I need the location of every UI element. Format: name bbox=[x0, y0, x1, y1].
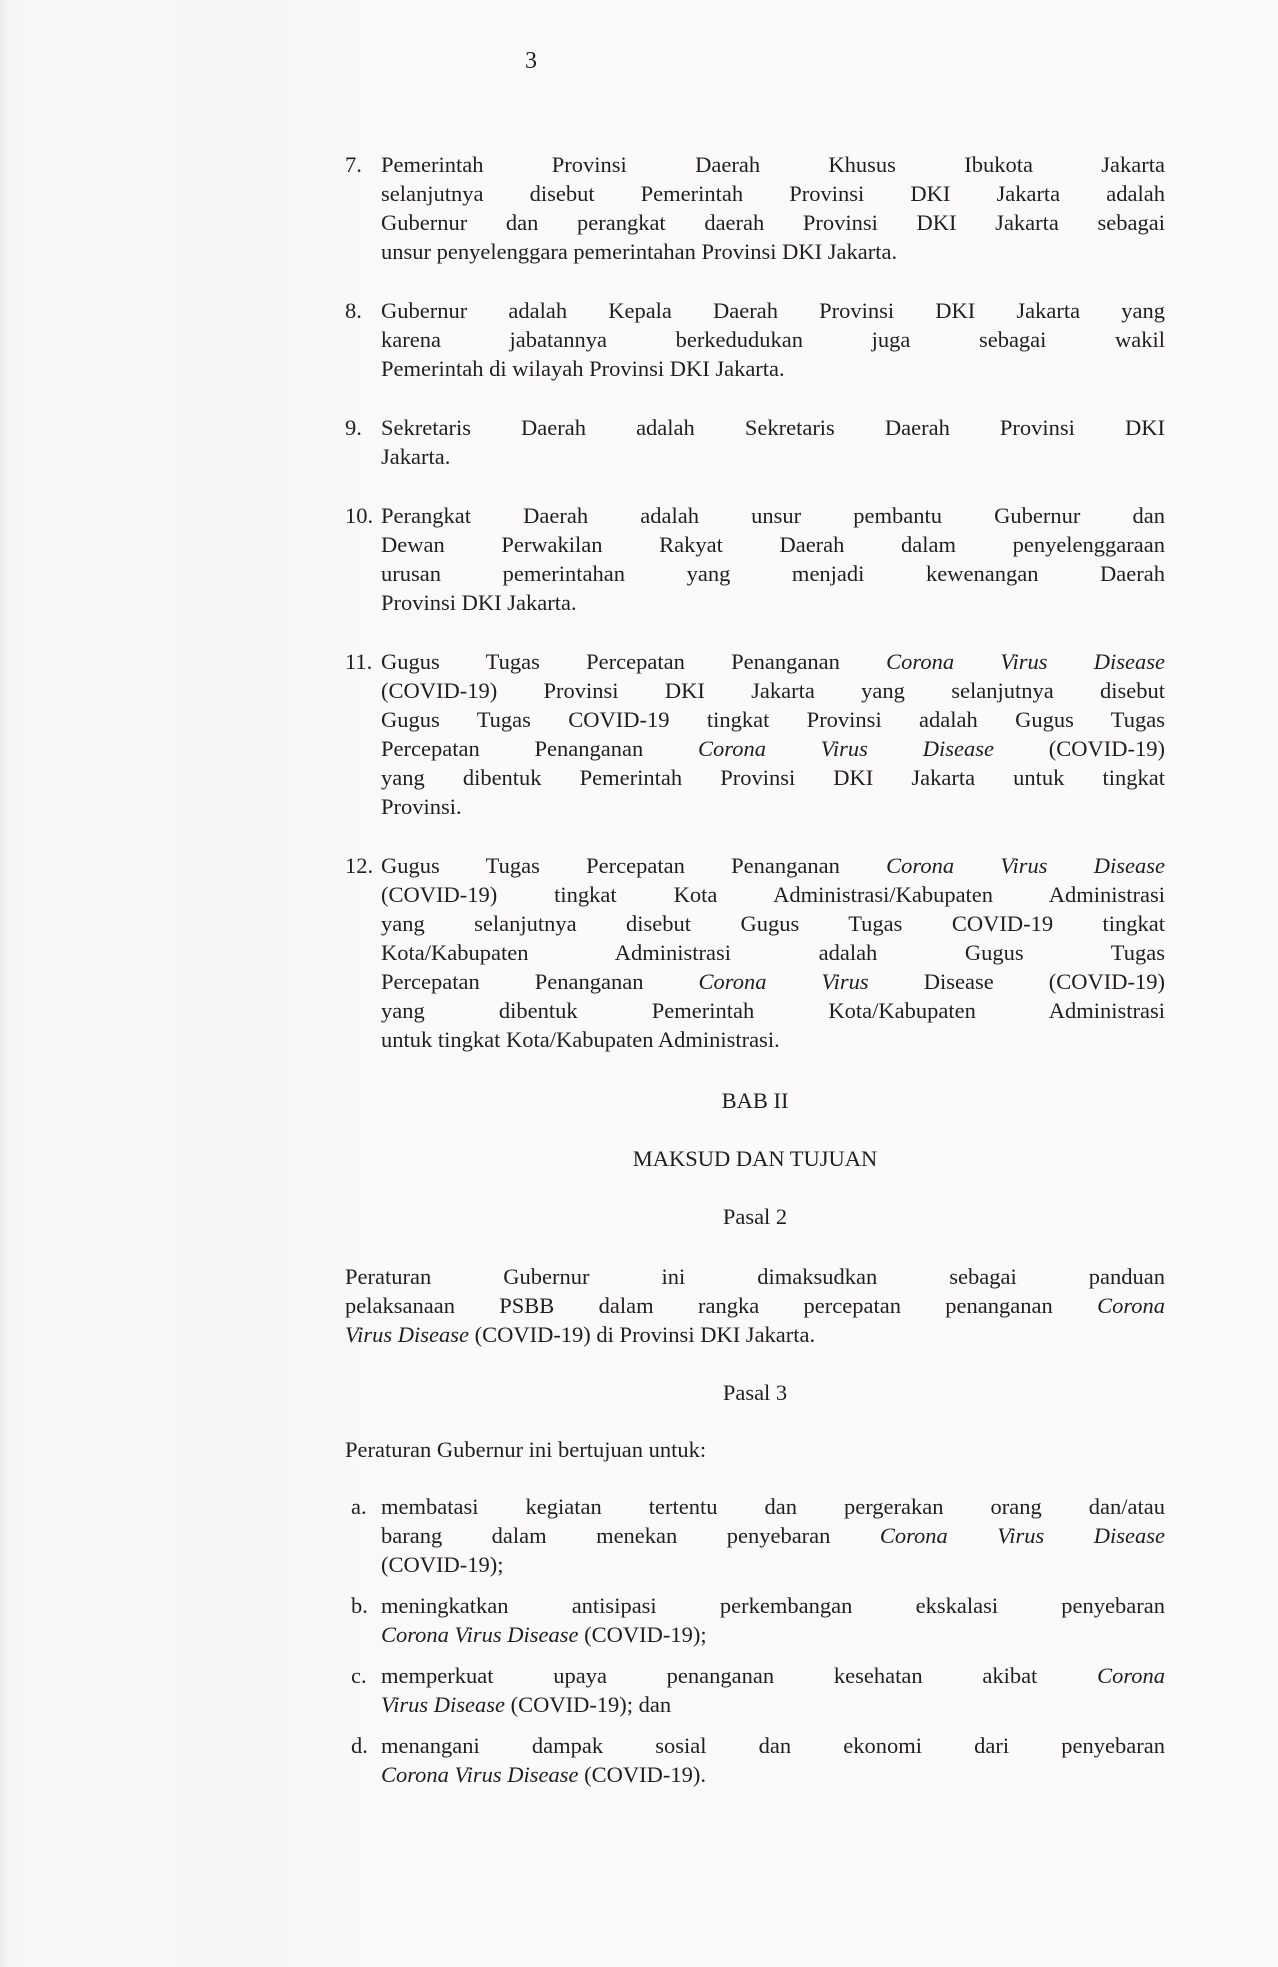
text-line: Peraturan Gubernur ini bertujuan untuk: bbox=[345, 1437, 707, 1462]
item-letter: d. bbox=[351, 1733, 368, 1758]
item-letter: b. bbox=[351, 1593, 368, 1618]
item-number: 10. bbox=[345, 503, 374, 528]
text-line: Percepatan Penanganan Corona Virus Disease (COVID-19) bbox=[381, 969, 1165, 994]
text-line: Dewan Perwakilan Rakyat Daerah dalam penyelenggaraan bbox=[381, 532, 1165, 557]
text-line: menangani dampak sosial dan ekonomi dari penyebaran bbox=[381, 1733, 1165, 1758]
text-line: yang dibentuk Pemerintah Provinsi DKI Jakarta untuk tingkat bbox=[381, 765, 1165, 790]
item-text bbox=[381, 501, 1165, 617]
page-number: 3 bbox=[525, 48, 537, 74]
pasal-3-intro bbox=[345, 1435, 1165, 1464]
text-line: Corona Virus Disease (COVID-19); bbox=[381, 1622, 707, 1647]
text-line: Pemerintah Provinsi Daerah Khusus Ibukota Jakarta bbox=[381, 152, 1165, 177]
text-line: Perangkat Daerah adalah unsur pembantu Gubernur dan bbox=[381, 503, 1165, 528]
pasal-2-body bbox=[345, 1262, 1165, 1349]
definition-item-11 bbox=[345, 647, 1165, 821]
text-line: Provinsi. bbox=[381, 794, 462, 819]
item-text bbox=[381, 150, 1165, 266]
text-line: Jakarta. bbox=[381, 444, 451, 469]
item-text bbox=[381, 1731, 1165, 1789]
objective-item-c bbox=[345, 1661, 1165, 1719]
item-text bbox=[381, 1661, 1165, 1719]
objectives-list bbox=[345, 1492, 1165, 1789]
text-line: Gugus Tugas Percepatan Penanganan Corona Virus Disease bbox=[381, 649, 1165, 674]
text-line: yang selanjutnya disebut Gugus Tugas COVID-19 tingkat bbox=[381, 911, 1165, 936]
item-letter: a. bbox=[351, 1494, 367, 1519]
text-line: memperkuat upaya penanganan kesehatan akibat Corona bbox=[381, 1663, 1165, 1688]
objective-item-d bbox=[345, 1731, 1165, 1789]
item-text bbox=[381, 296, 1165, 383]
chapter-title: MAKSUD DAN TUJUAN bbox=[632, 1146, 878, 1171]
text-line: urusan pemerintahan yang menjadi kewenangan Daerah bbox=[381, 561, 1165, 586]
definition-item-12 bbox=[345, 851, 1165, 1054]
text-line: (COVID-19); bbox=[381, 1552, 504, 1577]
item-text bbox=[381, 647, 1165, 821]
definition-item-8 bbox=[345, 296, 1165, 383]
definition-item-7 bbox=[345, 150, 1165, 266]
text-line: Percepatan Penanganan Corona Virus Disease (COVID-19) bbox=[381, 736, 1165, 761]
text-line: membatasi kegiatan tertentu dan pergerakan orang dan/atau bbox=[381, 1494, 1165, 1519]
item-number: 9. bbox=[345, 415, 362, 440]
text-line: Sekretaris Daerah adalah Sekretaris Daerah Provinsi DKI bbox=[381, 415, 1165, 440]
text-line: Gugus Tugas Percepatan Penanganan Corona Virus Disease bbox=[381, 853, 1165, 878]
text-line: Gubernur dan perangkat daerah Provinsi DKI Jakarta sebagai bbox=[381, 210, 1165, 235]
definition-item-9 bbox=[345, 413, 1165, 471]
text-line: Corona Virus Disease (COVID-19). bbox=[381, 1762, 706, 1787]
text-line: Pemerintah di wilayah Provinsi DKI Jakarta. bbox=[381, 356, 785, 381]
text-line: Gugus Tugas COVID-19 tingkat Provinsi adalah Gugus Tugas bbox=[381, 707, 1165, 732]
text-line: Peraturan Gubernur ini dimaksudkan sebagai panduan bbox=[345, 1264, 1165, 1289]
item-number: 11. bbox=[345, 649, 373, 674]
text-line: Virus Disease (COVID-19) di Provinsi DKI Jakarta. bbox=[345, 1322, 816, 1347]
text-line: (COVID-19) Provinsi DKI Jakarta yang selanjutnya disebut bbox=[381, 678, 1165, 703]
item-text bbox=[381, 1492, 1165, 1579]
text-line: untuk tingkat Kota/Kabupaten Administrasi. bbox=[381, 1027, 780, 1052]
definition-item-10 bbox=[345, 501, 1165, 617]
pasal-3-heading: Pasal 3 bbox=[722, 1380, 788, 1405]
chapter-heading: BAB II bbox=[721, 1088, 789, 1113]
text-line: Virus Disease (COVID-19); dan bbox=[381, 1692, 672, 1717]
text-line: yang dibentuk Pemerintah Kota/Kabupaten Administrasi bbox=[381, 998, 1165, 1023]
text-line: selanjutnya disebut Pemerintah Provinsi DKI Jakarta adalah bbox=[381, 181, 1165, 206]
item-number: 7. bbox=[345, 152, 362, 177]
text-line: Gubernur adalah Kepala Daerah Provinsi DKI Jakarta yang bbox=[381, 298, 1165, 323]
pasal-2-heading: Pasal 2 bbox=[722, 1204, 788, 1229]
item-text bbox=[381, 1591, 1165, 1649]
objective-item-b bbox=[345, 1591, 1165, 1649]
text-line: pelaksanaan PSBB dalam rangka percepatan penanganan Corona bbox=[345, 1293, 1165, 1318]
text-line: unsur penyelenggara pemerintahan Provinsi DKI Jakarta. bbox=[381, 239, 898, 264]
text-line: karena jabatannya berkedudukan juga sebagai wakil bbox=[381, 327, 1165, 352]
item-text bbox=[381, 413, 1165, 471]
item-text bbox=[381, 851, 1165, 1054]
text-line: Provinsi DKI Jakarta. bbox=[381, 590, 577, 615]
item-letter: c. bbox=[351, 1663, 367, 1688]
item-number: 12. bbox=[345, 853, 374, 878]
text-line: meningkatkan antisipasi perkembangan ekskalasi penyebaran bbox=[381, 1593, 1165, 1618]
definitions-list bbox=[345, 150, 1165, 1054]
item-number: 8. bbox=[345, 298, 362, 323]
text-line: Kota/Kabupaten Administrasi adalah Gugus Tugas bbox=[381, 940, 1165, 965]
objective-item-a bbox=[345, 1492, 1165, 1579]
text-line: barang dalam menekan penyebaran Corona Virus Disease bbox=[381, 1523, 1165, 1548]
text-line: (COVID-19) tingkat Kota Administrasi/Kabupaten Administrasi bbox=[381, 882, 1165, 907]
